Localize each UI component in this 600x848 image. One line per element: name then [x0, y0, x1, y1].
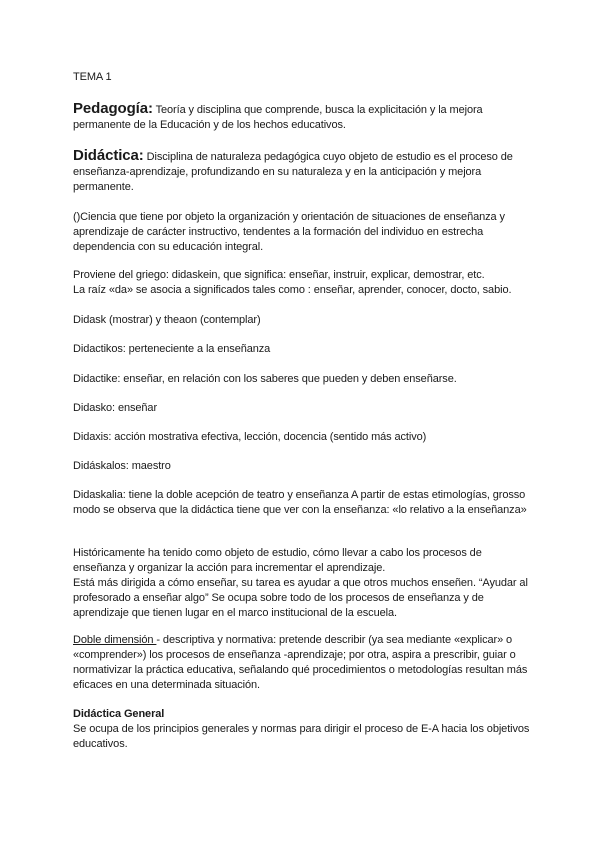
- doble-dimension-paragraph: [73, 633, 531, 693]
- doble-dimension-text: - descriptiva y normativa: pretende describir (ya sea mediante «explicar» o «comprender») los procesos de enseñanza -aprendizaje; por otra, aspira a prescribir, guiar o normativizar la práctica educativa, señalando qué procedimientos o metodologías resultan más eficaces en una determinada situación.: [73, 634, 528, 691]
- didask-line: [73, 313, 531, 328]
- didaskalos-text: Didáskalos: maestro: [73, 460, 171, 472]
- didactica-definition: [73, 148, 531, 195]
- didaskalia-text: Didaskalia: tiene la doble acepción de teatro y enseñanza A partir de estas etimologías, grosso modo se observa que la didáctica tiene que ver con la enseñanza: «lo relativo a la enseñanza»: [73, 489, 527, 516]
- didasko-line: [73, 401, 531, 416]
- pedagogia-definition: [73, 101, 531, 133]
- didask-text: Didask (mostrar) y theaon (contemplar): [73, 314, 261, 326]
- didactica-term: Didáctica:: [73, 147, 144, 164]
- didaskalia-paragraph: [73, 488, 531, 518]
- didaxis-text: Didaxis: acción mostrativa efectiva, lección, docencia (sentido más activo): [73, 431, 427, 443]
- tema-label: TEMA 1: [73, 71, 112, 83]
- historicamente-line-2: Está más dirigida a cómo enseñar, su tarea es ayudar a que otros muchos enseñen. “Ayudar al profesorado a enseñar algo” Se ocupa sobre todo de los procesos de enseñanza y de aprendizaje que tienen lugar en el marco institucional de la escuela.: [73, 577, 528, 619]
- didactica-general-text: Se ocupa de los principios generales y normas para dirigir el proceso de E-A hacia los objetivos educativos.: [73, 723, 530, 750]
- section-title: [73, 70, 531, 85]
- didactica-text: Disciplina de naturaleza pedagógica cuyo objeto de estudio es el proceso de enseñanza-aprendizaje, profundizando en su naturaleza y en la anticipación y mejora permanente.: [73, 151, 513, 193]
- historicamente-paragraph: [73, 546, 531, 621]
- didaskalos-line: [73, 459, 531, 474]
- didasko-text: Didasko: enseñar: [73, 402, 158, 414]
- griego-paragraph: [73, 268, 531, 298]
- griego-line-2: La raíz «da» se asocia a significados tales como : enseñar, aprender, conocer, docto, sabio.: [73, 284, 512, 296]
- didactike-text: Didactike: enseñar, en relación con los saberes que pueden y deben enseñarse.: [73, 373, 457, 385]
- didaktikos-text: Didactikos: perteneciente a la enseñanza: [73, 343, 271, 355]
- didaktikos-line: [73, 342, 531, 357]
- ciencia-paragraph: [73, 210, 531, 255]
- pedagogia-term: Pedagogía:: [73, 100, 153, 117]
- historicamente-line-1: Históricamente ha tenido como objeto de estudio, cómo llevar a cabo los procesos de enseñanza y organizar la acción para incrementar el aprendizaje.: [73, 547, 482, 574]
- ciencia-text: ()Ciencia que tiene por objeto la organización y orientación de situaciones de enseñanza y aprendizaje de carácter instructivo, tendentes a la formación del individuo en estrecha dependencia con su educación integral.: [73, 211, 505, 253]
- didactica-general-heading: Didáctica General: [73, 708, 165, 720]
- didactica-general-section: [73, 707, 531, 752]
- didaxis-line: [73, 430, 531, 445]
- griego-line-1: Proviene del griego: didaskein, que significa: enseñar, instruir, explicar, demostrar, etc.: [73, 269, 485, 281]
- pedagogia-text: Teoría y disciplina que comprende, busca la explicitación y la mejora permanente de la Educación y de los hechos educativos.: [73, 104, 483, 131]
- doble-dimension-heading: Doble dimensión: [73, 634, 157, 646]
- didactike-line: [73, 372, 531, 387]
